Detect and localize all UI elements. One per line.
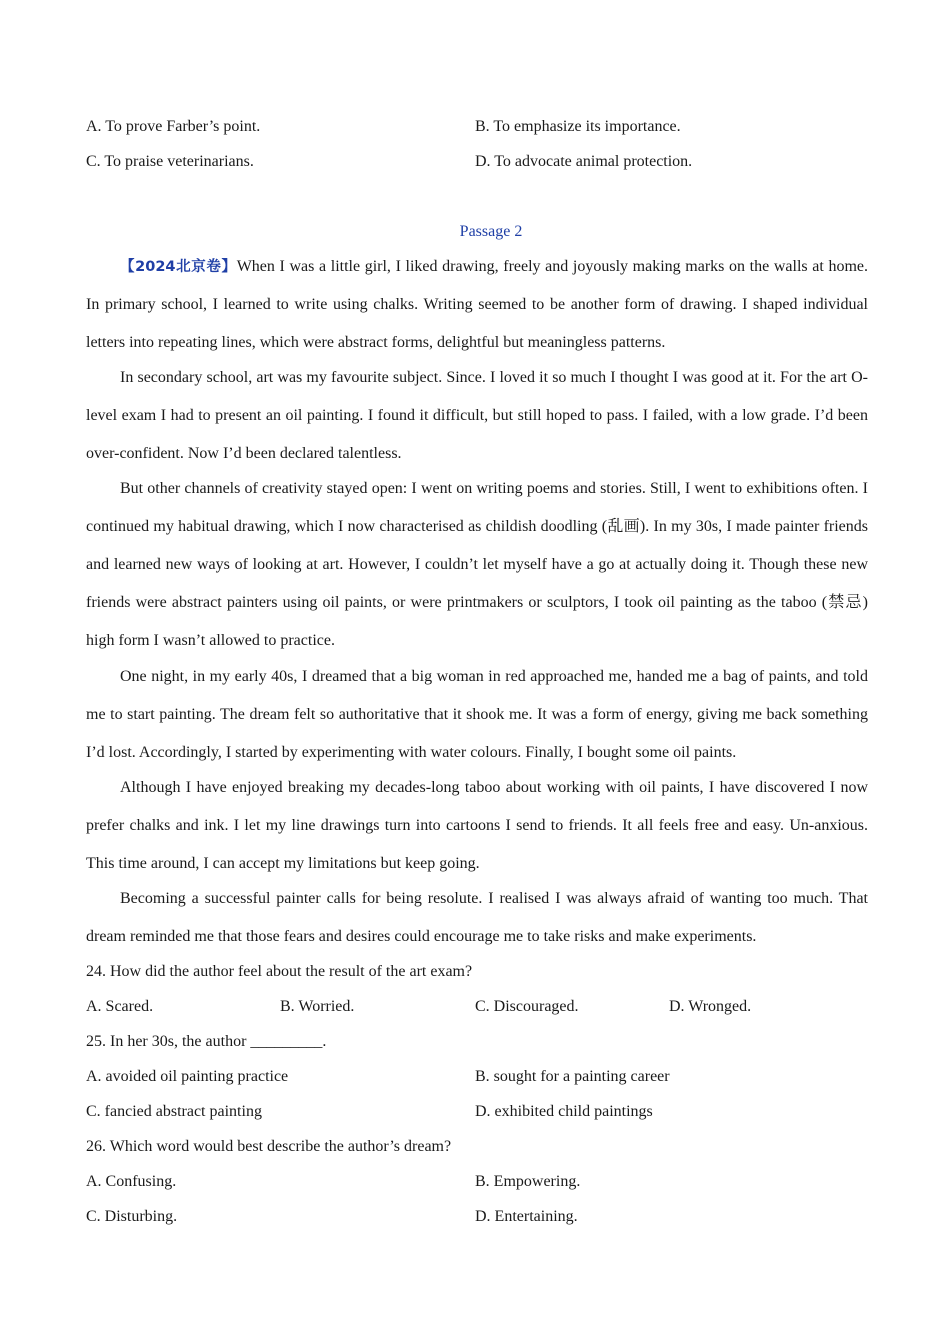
q25-option-a: A. avoided oil painting practice xyxy=(86,1068,289,1085)
option-a: A. To prove Farber’s point. xyxy=(86,118,261,135)
q25-option-c: C. fancied abstract painting xyxy=(86,1103,262,1120)
q25-option-b: B. sought for a painting career xyxy=(475,1068,670,1085)
paragraph-text: When I was a little girl, I liked drawing, freely and joyously making marks on the walls at home. In primary school, I learned to write using chalks. Writing seemed to be another form of drawing. I shaped individual letters into repeating lines, which were abstract forms, delightful but meaningless patterns. xyxy=(86,258,869,351)
prev-options-row-2 xyxy=(86,151,866,173)
q24-option-b: B. Worried. xyxy=(280,998,355,1015)
question-26-options-row-2 xyxy=(86,1206,866,1228)
passage-paragraph-3: But other channels of creativity stayed open: I went on writing poems and stories. Still, I went to exhibitions often. I continued my habitual drawing, which I now characterised as childish doodling (乱画). In my 30s, I made painter friends and learned new ways of looking at art. However, I couldn’t let myself have a go at actually doing it. Though these new friends were abstract painters using oil paints, or were printmakers or sculptors, I took oil painting as the taboo (禁忌) high form I wasn’t allowed to practice. xyxy=(86,480,868,649)
q26-option-d: D. Entertaining. xyxy=(475,1208,578,1225)
passage-title: Passage 2 xyxy=(459,223,523,240)
question-25-options-row-1 xyxy=(86,1066,866,1088)
question-26-stem: 26. Which word would best describe the author’s dream? xyxy=(86,1138,452,1155)
option-b: B. To emphasize its importance. xyxy=(475,118,681,135)
passage-paragraph-2: In secondary school, art was my favourite subject. Since. I loved it so much I thought I was good at it. For the art O-level exam I had to present an oil painting. I found it difficult, but still hoped to pass. I failed, with a low grade. I’d been over-confident. Now I’d been declared talentless. xyxy=(86,369,868,462)
passage-paragraph-5: Although I have enjoyed breaking my decades-long taboo about working with oil paints, I have discovered I now prefer chalks and ink. I let my line drawings turn into cartoons I send to friends. It all feels free and easy. Un-anxious. This time around, I can accept my limitations but keep going. xyxy=(86,779,868,872)
q25-option-d: D. exhibited child paintings xyxy=(475,1103,653,1120)
source-tag: 【2024北京卷】 xyxy=(120,259,237,275)
passage-paragraph-1 xyxy=(86,248,868,362)
question-24-options xyxy=(86,996,866,1018)
question-25-options-row-2 xyxy=(86,1101,866,1123)
passage-paragraph-4: One night, in my early 40s, I dreamed that a big woman in red approached me, handed me a bag of paints, and told me to start painting. The dream felt so authoritative that it shook me. It was a form of energy, giving me back something I’d lost. Accordingly, I started by experimenting with water colours. Finally, I bought some oil paints. xyxy=(86,668,868,761)
q26-option-c: C. Disturbing. xyxy=(86,1208,178,1225)
option-d: D. To advocate animal protection. xyxy=(475,153,693,170)
question-24-stem: 24. How did the author feel about the result of the art exam? xyxy=(86,963,473,980)
prev-options-row-1 xyxy=(86,116,866,138)
q24-option-c: C. Discouraged. xyxy=(475,998,579,1015)
option-c: C. To praise veterinarians. xyxy=(86,153,254,170)
question-25-stem: 25. In her 30s, the author _________. xyxy=(86,1033,327,1050)
q24-option-d: D. Wronged. xyxy=(669,998,752,1015)
q26-option-a: A. Confusing. xyxy=(86,1173,177,1190)
q26-option-b: B. Empowering. xyxy=(475,1173,581,1190)
question-26-options-row-1 xyxy=(86,1171,866,1193)
q24-option-a: A. Scared. xyxy=(86,998,154,1015)
passage-paragraph-6: Becoming a successful painter calls for being resolute. I realised I was always afraid of wanting too much. That dream reminded me that those fears and desires could encourage me to take risks and make experiments. xyxy=(86,890,868,945)
